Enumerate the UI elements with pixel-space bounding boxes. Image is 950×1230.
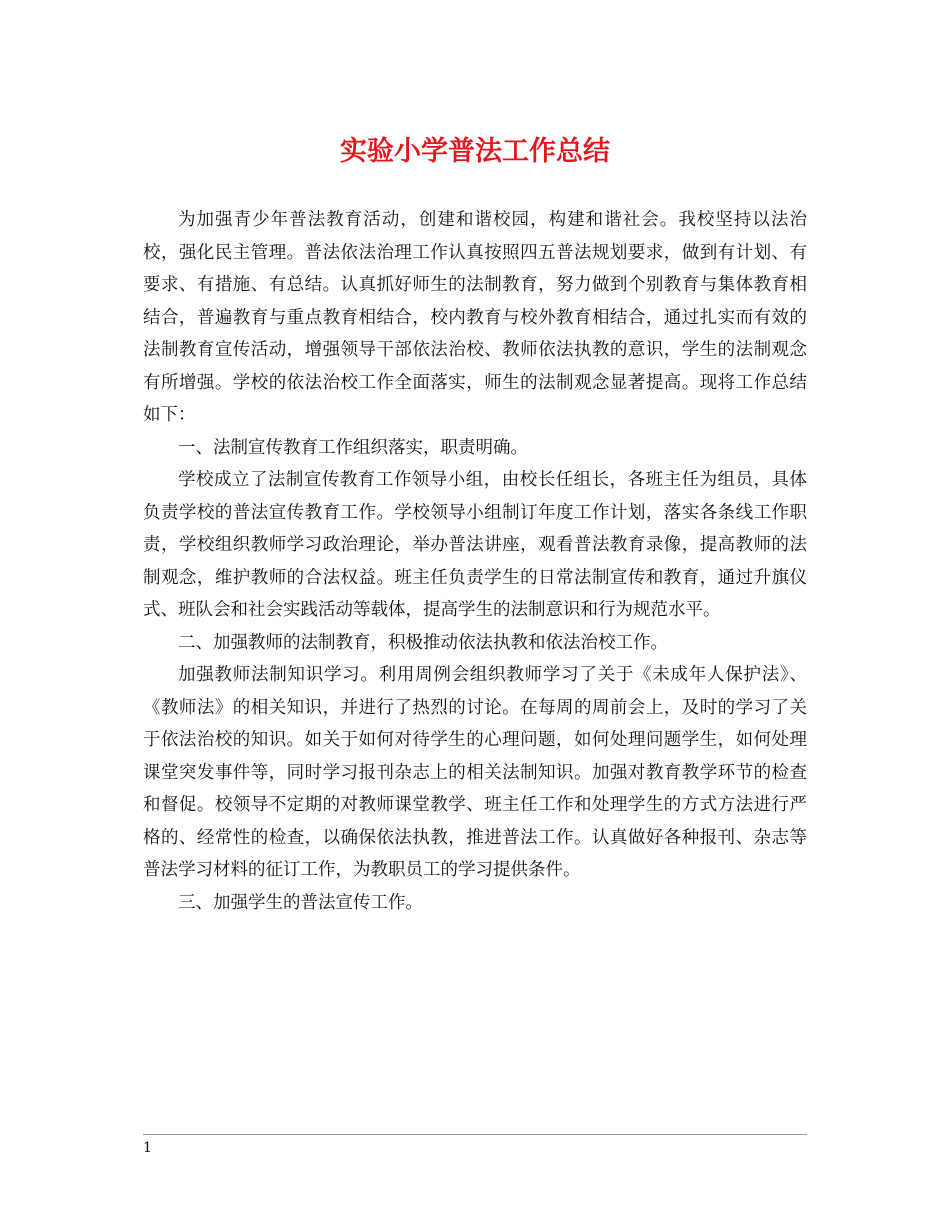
paragraph-section-2: 加强教师法制知识学习。利用周例会组织教师学习了关于《未成年人保护法》、《教师法》的相关知识，并进行了热烈的讨论。在每周的周前会上，及时的学习了关于依法治校的知识。如关于如何对待学生的心理问题，如何处理问题学生，如何处理课堂突发事件等，同时学习报刊杂志上的相关法制知识。加强对教育教学环节的检查和督促。校领导不定期的对教师课堂教学、班主任工作和处理学生的方式方法进行严格的、经常性的检查，以确保依法执教，推进普法工作。认真做好各种报刊、杂志等普法学习材料的征订工作，为教职员工的学习提供条件。 bbox=[143, 665, 807, 880]
document-body bbox=[143, 204, 807, 919]
page-number: 1 bbox=[143, 1140, 152, 1156]
document-title: 实验小学普法工作总结 bbox=[340, 136, 610, 167]
paragraph-section-1: 学校成立了法制宣传教育工作领导小组，由校长任组长，各班主任为组员，具体负责学校的普法宣传教育工作。学校领导小组制订年度工作计划，落实各条线工作职责，学校组织教师学习政治理论，举办普法讲座，观看普法教育录像，提高教师的法制观念，维护教师的合法权益。班主任负责学生的日常法制宣传和教育，通过升旗仪式、班队会和社会实践活动等载体，提高学生的法制意识和行为规范水平。 bbox=[143, 470, 807, 620]
paragraph-heading-3: 三、加强学生的普法宣传工作。 bbox=[178, 892, 423, 913]
paragraph-heading-1: 一、法制宣传教育工作组织落实，职责明确。 bbox=[178, 437, 528, 458]
paragraph-intro: 为加强青少年普法教育活动，创建和谐校园，构建和谐社会。我校坚持以法治校，强化民主管理。普法依法治理工作认真按照四五普法规划要求，做到有计划、有要求、有措施、有总结。认真抓好师生的法制教育，努力做到个别教育与集体教育相结合，普遍教育与重点教育相结合，校内教育与校外教育相结合，通过扎实而有效的法制教育宣传活动，增强领导干部依法治校、教师依法执教的意识，学生的法制观念有所增强。学校的依法治校工作全面落实，师生的法制观念显著提高。现将工作总结如下： bbox=[143, 210, 807, 425]
paragraph-heading-2: 二、加强教师的法制教育，积极推动依法执教和依法治校工作。 bbox=[178, 632, 668, 653]
page-footer bbox=[143, 1134, 807, 1157]
